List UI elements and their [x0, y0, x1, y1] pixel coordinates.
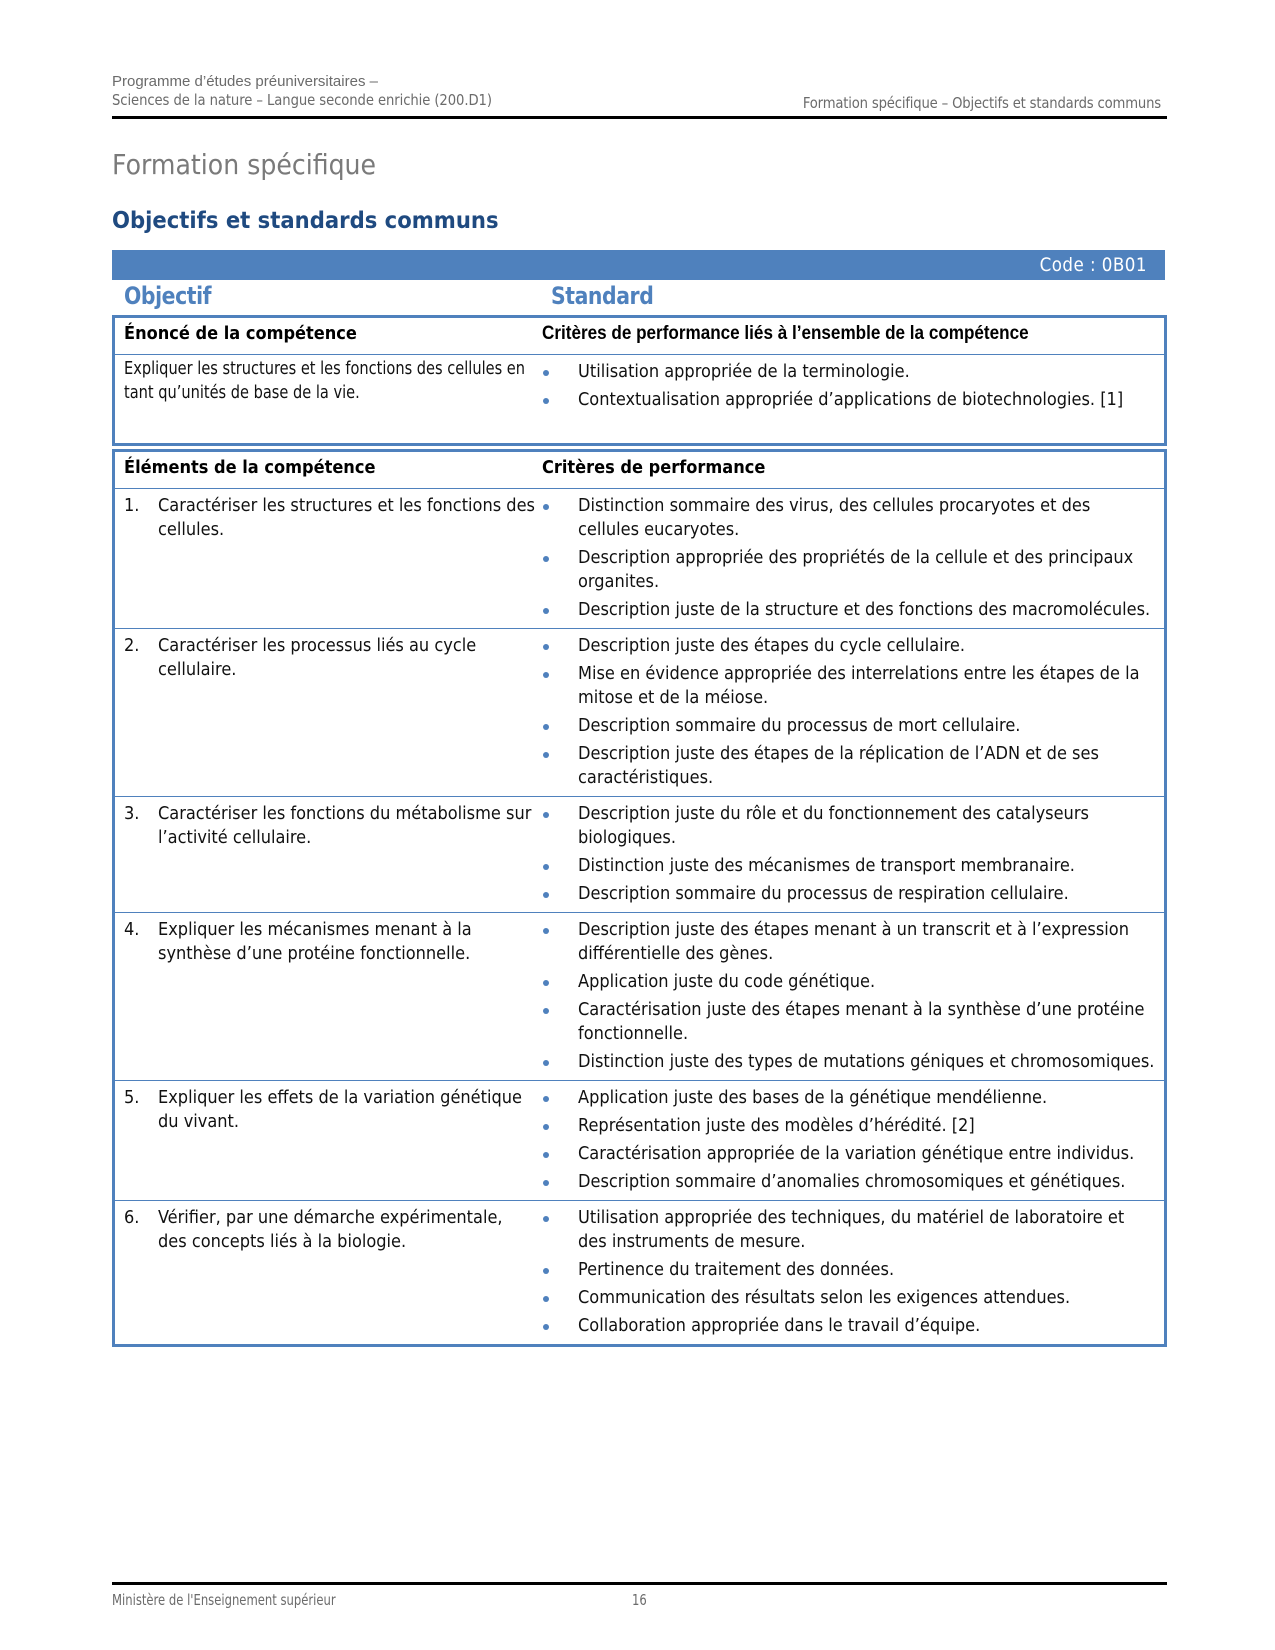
- element-text: Caractériser les structures et les fonctions des cellules.: [158, 495, 535, 540]
- bullet-icon: [543, 1324, 549, 1330]
- bullet-icon: [543, 1216, 549, 1222]
- bullet-icon: [543, 608, 549, 614]
- running-header-section: Formation spécifique – Objectifs et standards communs: [802, 94, 1161, 112]
- criteria-list: [542, 494, 1164, 622]
- bullet-icon: [543, 928, 549, 934]
- bullet-icon: [543, 980, 549, 986]
- table-row: [115, 1080, 1164, 1200]
- list-item: Mise en évidence appropriée des interrelations entre les étapes de la mitose et de la méiose.: [542, 662, 1164, 710]
- list-item: Description juste des étapes de la réplication de l’ADN et de ses caractéristiques.: [542, 742, 1164, 790]
- table-row: [115, 1200, 1164, 1344]
- program-title-line2: Sciences de la nature – Langue seconde enrichie (200.D1): [112, 91, 492, 109]
- list-item: Pertinence du traitement des données.: [542, 1258, 1164, 1282]
- list-item: Représentation juste des modèles d’hérédité. [2]: [542, 1114, 1164, 1138]
- list-item: Description sommaire d’anomalies chromosomiques et génétiques.: [542, 1170, 1164, 1194]
- list-item: Description juste de la structure et des fonctions des macromolécules.: [542, 598, 1164, 622]
- list-item: Description juste des étapes menant à un transcrit et à l’expression différentielle des gènes.: [542, 918, 1164, 966]
- list-item: Distinction juste des mécanismes de transport membranaire.: [542, 854, 1164, 878]
- element-text: Expliquer les mécanismes menant à la synthèse d’une protéine fonctionnelle.: [158, 919, 472, 964]
- bullet-icon: [543, 812, 549, 818]
- bullet-icon: [543, 1296, 549, 1302]
- list-item: Utilisation appropriée de la terminologie.: [542, 360, 1164, 384]
- element-number: 5.: [124, 1087, 140, 1108]
- bullet-icon: [543, 398, 549, 404]
- bullet-icon: [543, 892, 549, 898]
- bullet-icon: [543, 1124, 549, 1130]
- criteria-list: [542, 634, 1164, 790]
- standard-heading: Standard: [551, 282, 654, 310]
- competence-statement-table: [112, 315, 1167, 446]
- bullet-icon: [543, 1152, 549, 1158]
- element-text: Caractériser les processus liés au cycle cellulaire.: [158, 635, 477, 680]
- list-item: Caractérisation juste des étapes menant à la synthèse d’une protéine fonctionnelle.: [542, 998, 1164, 1046]
- bullet-icon: [543, 504, 549, 510]
- competence-elements-table: [112, 449, 1167, 1347]
- overall-criteria-header: Critères de performance liés à l’ensemble de la compétence: [542, 323, 1029, 344]
- bullet-icon: [543, 752, 549, 758]
- list-item: Description sommaire du processus de respiration cellulaire.: [542, 882, 1164, 906]
- bullet-icon: [543, 644, 549, 650]
- overall-criteria-list: [542, 360, 1164, 412]
- element-number: 4.: [124, 919, 140, 940]
- element-number: 1.: [124, 495, 140, 516]
- list-item: Description juste du rôle et du fonctionnement des catalyseurs biologiques.: [542, 802, 1164, 850]
- table-header-row: [115, 318, 1164, 354]
- page-number: 16: [632, 1591, 647, 1609]
- table-row: [115, 488, 1164, 628]
- criteria-list: [542, 918, 1164, 1074]
- table-row: [115, 796, 1164, 912]
- list-item: Distinction sommaire des virus, des cellules procaryotes et des cellules eucaryotes.: [542, 494, 1164, 542]
- bullet-icon: [543, 672, 549, 678]
- page-footer: [112, 1582, 1167, 1609]
- list-item: Collaboration appropriée dans le travail d’équipe.: [542, 1314, 1164, 1338]
- list-item: Communication des résultats selon les exigences attendues.: [542, 1286, 1164, 1310]
- element-text: Vérifier, par une démarche expérimentale, des concepts liés à la biologie.: [158, 1207, 503, 1252]
- bullet-icon: [543, 864, 549, 870]
- statement-header: Énoncé de la compétence: [124, 323, 357, 344]
- bullet-icon: [543, 1180, 549, 1186]
- criteria-header: Critères de performance: [542, 457, 766, 478]
- bullet-icon: [543, 1008, 549, 1014]
- list-item: Application juste des bases de la génétique mendélienne.: [542, 1086, 1164, 1110]
- list-item: Description juste des étapes du cycle cellulaire.: [542, 634, 1164, 658]
- list-item: Distinction juste des types de mutations géniques et chromosomiques.: [542, 1050, 1164, 1074]
- code-bar: [112, 250, 1165, 280]
- elements-header: Éléments de la compétence: [124, 457, 376, 478]
- criteria-list: [542, 802, 1164, 906]
- page-header: [112, 72, 1167, 119]
- objective-heading: Objectif: [124, 282, 212, 310]
- element-text: Expliquer les effets de la variation génétique du vivant.: [158, 1087, 522, 1132]
- table-row: [115, 354, 1164, 443]
- bullet-icon: [543, 370, 549, 376]
- table-row: [115, 912, 1164, 1080]
- bullet-icon: [543, 724, 549, 730]
- element-text: Caractériser les fonctions du métabolisme sur l’activité cellulaire.: [158, 803, 532, 848]
- competence-statement: Expliquer les structures et les fonctions des cellules en tant qu’unités de base de la vie.: [124, 358, 526, 403]
- column-headings: [112, 282, 1165, 314]
- section-title: Formation spécifique: [112, 148, 377, 181]
- element-number: 2.: [124, 635, 140, 656]
- competency-code: Code : 0B01: [1039, 254, 1147, 276]
- list-item: Caractérisation appropriée de la variation génétique entre individus.: [542, 1142, 1164, 1166]
- list-item: Application juste du code génétique.: [542, 970, 1164, 994]
- ministry-name: Ministère de l'Enseignement supérieur: [112, 1591, 336, 1609]
- element-number: 3.: [124, 803, 140, 824]
- element-number: 6.: [124, 1207, 140, 1228]
- subsection-title: Objectifs et standards communs: [112, 208, 499, 234]
- bullet-icon: [543, 1060, 549, 1066]
- bullet-icon: [543, 556, 549, 562]
- criteria-list: [542, 1206, 1164, 1338]
- bullet-icon: [543, 1268, 549, 1274]
- list-item: Description sommaire du processus de mort cellulaire.: [542, 714, 1164, 738]
- program-title-line1: Programme d’études préuniversitaires –: [112, 73, 378, 90]
- table-header-row: [115, 452, 1164, 488]
- list-item: Contextualisation appropriée d’applications de biotechnologies. [1]: [542, 388, 1164, 412]
- bullet-icon: [543, 1096, 549, 1102]
- program-title: [112, 72, 544, 110]
- criteria-list: [542, 1086, 1164, 1194]
- list-item: Description appropriée des propriétés de la cellule et des principaux organites.: [542, 546, 1164, 594]
- table-row: [115, 628, 1164, 796]
- list-item: Utilisation appropriée des techniques, du matériel de laboratoire et des instruments de mesure.: [542, 1206, 1164, 1254]
